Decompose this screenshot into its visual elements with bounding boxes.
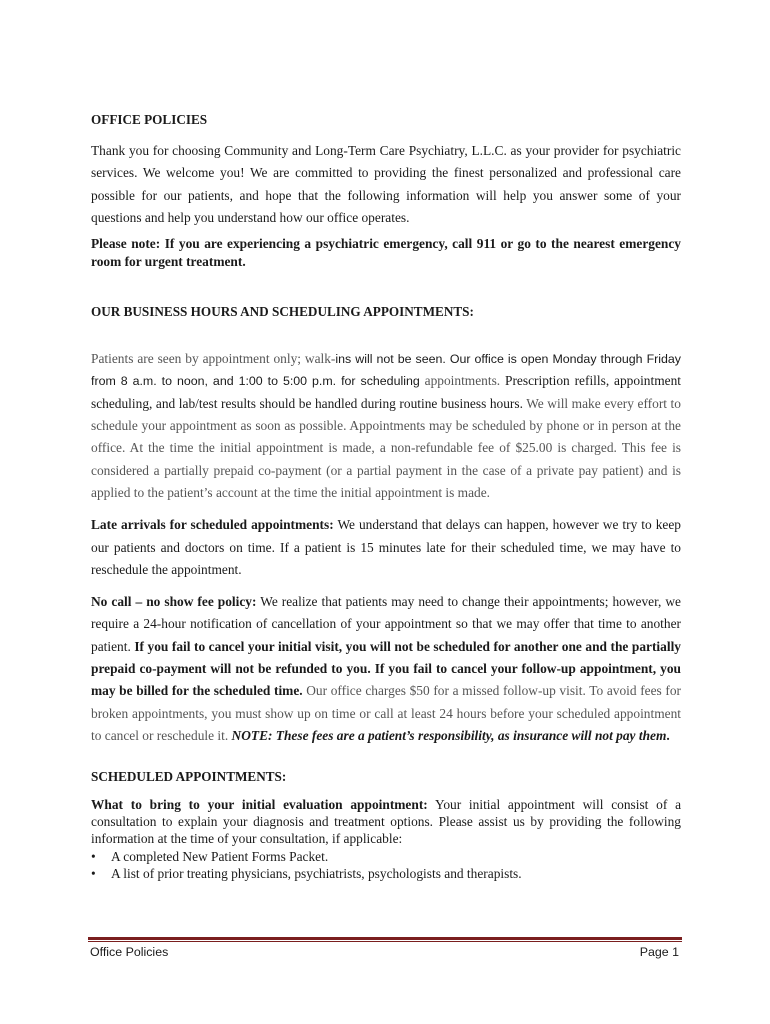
list-item xyxy=(91,865,681,882)
no-show-text-1: We realize that patients may need to change their appointments; however, we require a 24-hour notification of cancellation of your appointment so that we may offer that time to another patient. xyxy=(91,594,681,654)
initial-evaluation-label: What to bring to your initial evaluation appointment: xyxy=(91,797,428,813)
hours-text-5: We will make every effort to schedule your appointment as soon as possible. Appointments may be scheduled by phone or in person at the office. At the time the initial appointment is made, a non-refundable fee of $25.00 is charged. This fee is considered a partially prepaid co-payment (or a partial payment in the case of a private pay patient) and is applied to the patient’s account at the time the initial appointment is made. xyxy=(91,395,681,500)
hours-text-4: Prescription refills, appointment scheduling, and lab/test results should be handled during routine business hours. xyxy=(91,373,681,411)
no-show-text-2: Our office charges $50 for a missed follow-up visit. To avoid fees for broken appointments, you must show up on time or call at least 24 hours before your scheduled appointment to cancel or reschedule it. xyxy=(91,683,682,743)
emergency-note-label: Please note: xyxy=(91,236,161,252)
intro-paragraph: Thank you for choosing Community and Long-Term Care Psychiatry, L.L.C. as your provider for psychiatric services. We welcome you! We are committed to providing the finest personalized and professional care possible for our patients, and hope that the following information will help you answer some of your questions and help you understand how our office operates. xyxy=(91,143,681,225)
hours-text-1: Patients are seen by appointment only; walk- xyxy=(91,351,336,367)
no-show-bold: If you fail to cancel your initial visit, you will not be scheduled for another one and the partially prepaid co-payment will not be refunded to you. If you fail to cancel your follow-up appointment, you may be billed for the scheduled time. xyxy=(91,638,681,699)
hours-text-3: appointments. xyxy=(419,373,501,389)
bullet-dot-icon: • xyxy=(91,848,96,864)
bring-list xyxy=(91,848,681,882)
no-show-label: No call – no show fee policy: xyxy=(91,594,257,610)
document-body xyxy=(91,112,681,882)
footer-rule-thin xyxy=(88,941,682,942)
list-item xyxy=(91,848,681,865)
business-hours-paragraph xyxy=(91,348,681,504)
emergency-note-text: If you are experiencing a psychiatric emergency, call 911 or go to the nearest emergency room for urgent treatment. xyxy=(91,236,681,269)
late-arrivals-text: We understand that delays can happen, however we try to keep our patients and doctors on time. If a patient is 15 minutes late for their scheduled time, we may have to reschedule the appointment. xyxy=(91,517,681,577)
hours-text-2: ins will not be seen. Our office is open Monday through Friday from 8 a.m. to noon, and 1:00 to 5:00 p.m. for scheduling xyxy=(91,352,681,389)
late-arrivals-label: Late arrivals for scheduled appointments: xyxy=(91,517,334,533)
bullet-dot-icon: • xyxy=(91,865,96,881)
no-show-paragraph xyxy=(91,591,681,747)
list-item-text: A list of prior treating physicians, psychiatrists, psychologists and therapists. xyxy=(111,865,522,881)
footer-title: Office Policies xyxy=(90,945,169,959)
no-show-end: . xyxy=(666,727,670,743)
footer-rule xyxy=(88,937,682,940)
business-hours-heading: OUR BUSINESS HOURS AND SCHEDULING APPOINTMENTS: xyxy=(91,304,474,320)
page-title: OFFICE POLICIES xyxy=(91,112,208,127)
scheduled-heading: SCHEDULED APPOINTMENTS: xyxy=(91,769,287,785)
page-number: Page 1 xyxy=(639,945,679,959)
emergency-note xyxy=(91,235,681,270)
initial-evaluation-paragraph xyxy=(91,797,681,847)
no-show-note: NOTE: These fees are a patient’s responsibility, as insurance will not pay them xyxy=(231,727,667,743)
list-item-text: A completed New Patient Forms Packet. xyxy=(111,848,329,864)
late-arrivals-paragraph xyxy=(91,514,681,581)
initial-evaluation-text: Your initial appointment will consist of a consultation to explain your diagnosis and treatment options. Please assist us by providing the following information at the time of your consultation, if applicable: xyxy=(91,797,682,846)
